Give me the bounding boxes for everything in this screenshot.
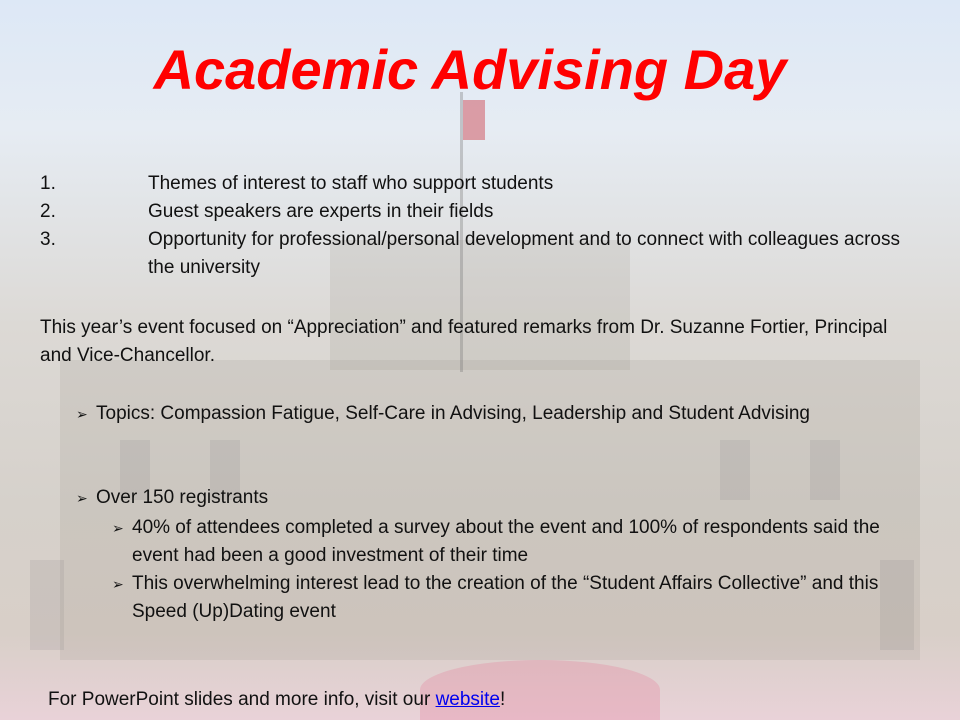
sub-bullet-collective — [112, 570, 902, 626]
bullet-text: 40% of attendees completed a survey about the event and 100% of respondents said the event had been a good investment of their time — [132, 517, 880, 566]
bullet-text: Topics: Compassion Fatigue, Self-Care in Advising, Leadership and Student Advising — [96, 403, 810, 424]
footer-prefix: For PowerPoint slides and more info, visit our — [48, 689, 436, 710]
numbered-list — [40, 170, 920, 282]
list-item — [40, 226, 920, 282]
arrow-bullet-icon: ➢ — [76, 490, 88, 506]
bullet-text: Over 150 registrants — [96, 487, 269, 508]
list-item — [40, 170, 920, 198]
footer-note — [48, 686, 908, 714]
bullet-registrants — [76, 484, 916, 512]
arrow-bullet-icon: ➢ — [112, 520, 124, 536]
list-number: 3. — [40, 229, 56, 250]
list-item-text: Guest speakers are experts in their fields — [148, 201, 494, 222]
bullet-topics — [76, 400, 916, 428]
sub-bullet-survey — [112, 514, 902, 570]
event-paragraph: This year’s event focused on “Appreciation” and featured remarks from Dr. Suzanne Fortier, Principal and Vice-Chancellor. — [40, 317, 888, 366]
list-item — [40, 198, 920, 226]
bullet-text: This overwhelming interest lead to the creation of the “Student Affairs Collective” and this Speed (Up)Dating event — [132, 573, 879, 622]
list-item-text: Themes of interest to staff who support students — [148, 173, 554, 194]
list-number: 1. — [40, 173, 56, 194]
arrow-bullet-icon: ➢ — [112, 576, 124, 592]
footer-suffix: ! — [499, 689, 506, 710]
slide-title: Academic Advising Day — [153, 38, 787, 101]
list-number: 2. — [40, 201, 56, 222]
arrow-bullet-icon: ➢ — [76, 406, 88, 422]
list-item-text: Opportunity for professional/personal development and to connect with colleagues across the university — [148, 229, 900, 278]
website-link[interactable]: website — [435, 689, 500, 710]
